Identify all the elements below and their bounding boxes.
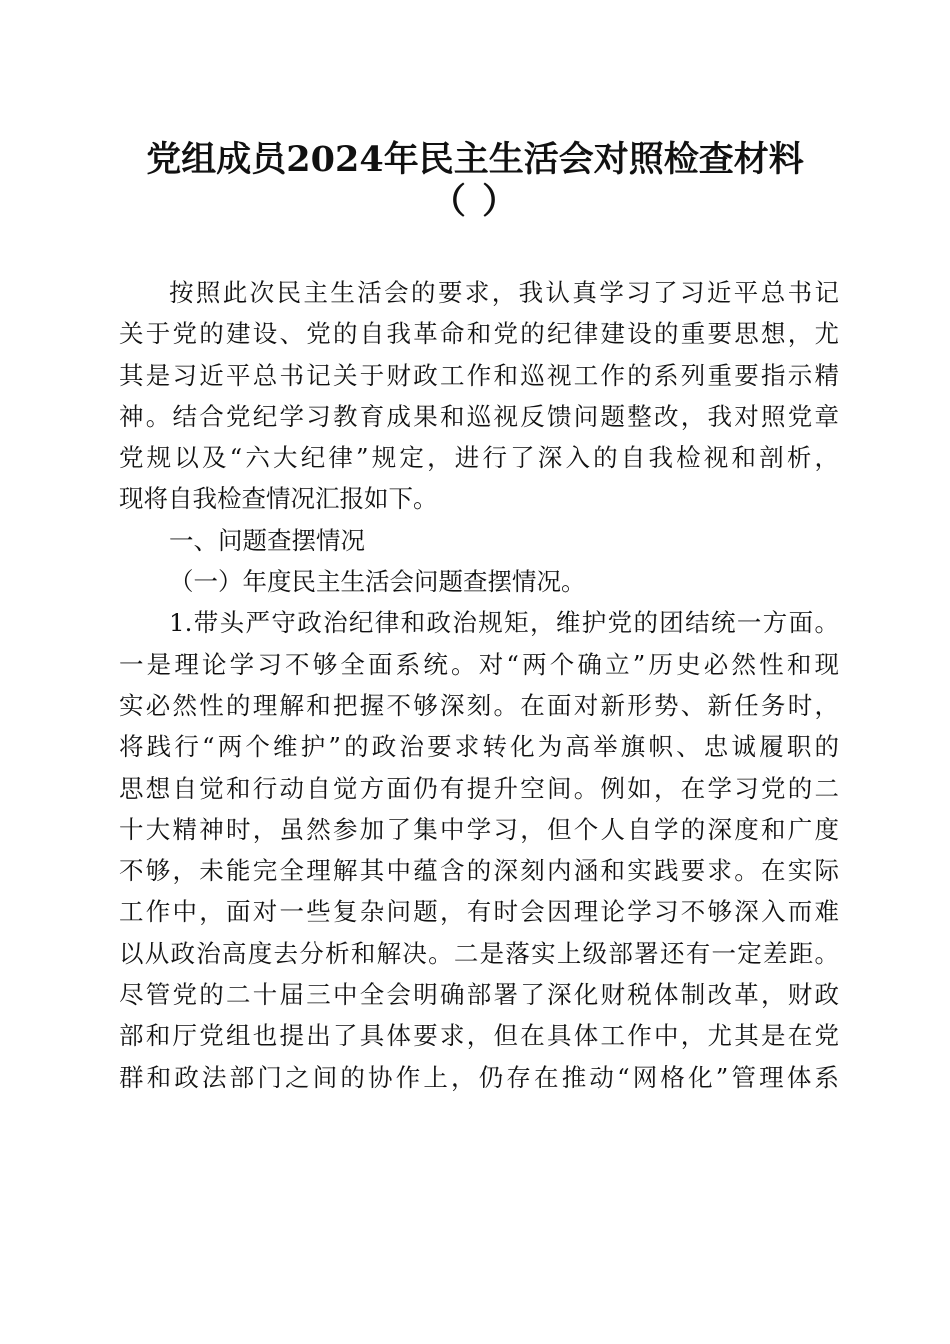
item-paragraph-line: 以从政治高度去分析和解决。二是落实上级部署还有一定差距。 [119,938,839,968]
section-heading: 一、问题查摆情况 [169,525,365,555]
intro-paragraph-line: 现将自我检查情况汇报如下。 [119,484,438,514]
intro-paragraph-line: 其是习近平总书记关于财政工作和巡视工作的系列重要指示精 [119,360,839,390]
intro-paragraph-line: 按照此次民主生活会的要求，我认真学习了习近平总书记 [169,278,839,307]
item-paragraph-line: 工作中，面对一些复杂问题，有时会因理论学习不够深入而难 [119,897,839,927]
item-paragraph-line: 思想自觉和行动自觉方面仍有提升空间。例如，在学习党的二 [119,773,839,803]
item-paragraph-line: 不够，未能完全理解其中蕴含的深刻内涵和实践要求。在实际 [119,856,839,886]
item-paragraph-line: 群和政法部门之间的协作上，仍存在推动“网格化”管理体系 [119,1062,839,1092]
intro-paragraph-line: 神。结合党纪学习教育成果和巡视反馈问题整改，我对照党章 [119,401,839,431]
item-paragraph-line: 1.带头严守政治纪律和政治规矩，维护党的团结统一方面。 [169,608,839,638]
document-body [119,272,839,1098]
item-paragraph-line: 十大精神时，虽然参加了集中学习，但个人自学的深度和广度 [119,814,839,844]
document-subtitle-parentheses: （ ） [430,181,520,222]
item-paragraph-line: 尽管党的二十届三中全会明确部署了深化财税体制改革，财政 [119,980,839,1010]
intro-paragraph-line: 关于党的建设、党的自我革命和党的纪律建设的重要思想，尤 [119,319,839,349]
item-paragraph-line: 部和厅党组也提出了具体要求，但在具体工作中，尤其是在党 [119,1021,839,1051]
item-paragraph-line: 将践行“两个维护”的政治要求转化为高举旗帜、忠诚履职的 [119,732,839,762]
subsection-heading: （一）年度民主生活会问题查摆情况。 [169,567,586,597]
document-title: 党组成员2024年民主生活会对照检查材料 [146,139,804,180]
intro-paragraph-line: 党规以及“六大纪律”规定，进行了深入的自我检视和剖析， [119,443,839,473]
item-paragraph-line: 一是理论学习不够全面系统。对“两个确立”历史必然性和现 [119,649,839,679]
item-paragraph-line: 实必然性的理解和把握不够深刻。在面对新形势、新任务时， [119,690,839,720]
